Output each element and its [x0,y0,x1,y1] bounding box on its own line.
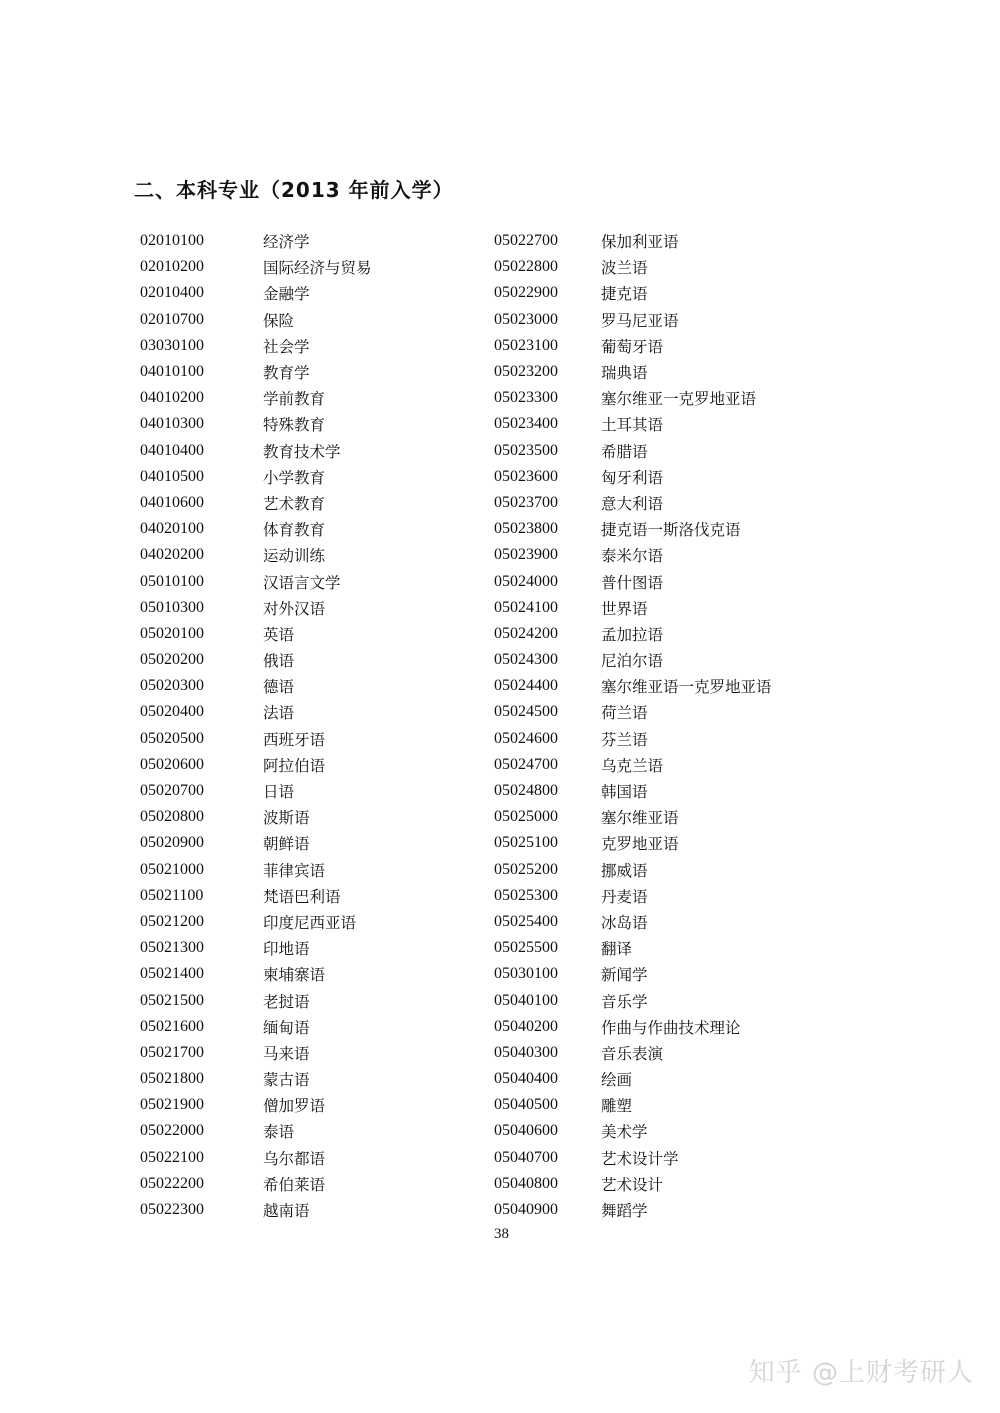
list-item [140,752,372,778]
major-code: 05040500 [494,1096,558,1114]
major-code: 05021100 [140,886,204,904]
major-code: 05020100 [140,624,204,642]
major-name: 马来语 [263,1044,310,1063]
major-name: 塞尔维亚语 [601,809,679,828]
section-heading: 二、本科专业（2013 年前入学） [134,178,454,202]
major-code: 05021900 [140,1096,204,1114]
major-name: 音乐表演 [601,1044,664,1063]
major-name: 阿拉伯语 [263,756,326,775]
major-name: 社会学 [263,337,310,356]
list-item [494,1197,772,1223]
major-code: 05023400 [494,415,558,433]
major-code: 05020900 [140,834,204,852]
major-code: 04010100 [140,363,204,381]
list-item [140,516,372,542]
list-item [140,830,372,856]
major-name: 越南语 [263,1202,310,1221]
list-item [140,228,372,254]
major-name: 特殊教育 [263,416,326,435]
list-item [494,1171,772,1197]
major-code: 04010400 [140,441,204,459]
list-item [494,699,772,725]
major-name: 希伯莱语 [263,1175,326,1194]
major-name: 泰米尔语 [601,547,664,566]
major-code: 04010200 [140,389,204,407]
major-code: 05040100 [494,991,558,1009]
list-item [494,1092,772,1118]
major-name: 雕塑 [601,1097,633,1116]
major-code: 05021300 [140,939,204,957]
major-name: 汉语言文学 [263,573,341,592]
major-name: 绘画 [601,1071,633,1090]
major-name: 乌克兰语 [601,756,664,775]
list-item [140,307,372,333]
major-name: 美术学 [601,1123,648,1142]
major-code: 02010100 [140,232,204,250]
list-item [140,1118,372,1144]
major-name: 希腊语 [601,442,648,461]
list-item [494,307,772,333]
major-code: 05025400 [494,912,558,930]
list-item [494,333,772,359]
list-item [140,987,372,1013]
major-code: 05023600 [494,467,558,485]
major-code: 05024300 [494,651,558,669]
major-code: 05020200 [140,651,204,669]
list-item [494,830,772,856]
major-list-left [140,228,372,1223]
major-name: 菲律宾语 [263,861,326,880]
major-code: 02010400 [140,284,204,302]
major-code: 05040300 [494,1043,558,1061]
major-code: 05010300 [140,598,204,616]
major-name: 金融学 [263,285,310,304]
major-name: 泰语 [263,1123,295,1142]
major-code: 04010500 [140,467,204,485]
list-item [140,411,372,437]
list-item [494,280,772,306]
major-code: 05020500 [140,729,204,747]
major-code: 04020100 [140,520,204,538]
major-name: 葡萄牙语 [601,337,664,356]
list-item [140,621,372,647]
list-item [494,1145,772,1171]
list-item [494,1014,772,1040]
major-name: 僧加罗语 [263,1097,326,1116]
major-code: 05024600 [494,729,558,747]
major-name: 罗马尼亚语 [601,311,679,330]
major-code: 05022900 [494,284,558,302]
major-code: 05040700 [494,1148,558,1166]
major-code: 05021400 [140,965,204,983]
list-item [494,359,772,385]
major-name: 波斯语 [263,809,310,828]
major-code: 05024000 [494,572,558,590]
major-name: 捷克语 [601,285,648,304]
list-item [494,1118,772,1144]
list-item [494,595,772,621]
major-name: 丹麦语 [601,887,648,906]
major-code: 05010100 [140,572,204,590]
major-name: 波兰语 [601,259,648,278]
list-item [494,804,772,830]
list-item [494,464,772,490]
major-name: 新闻学 [601,966,648,985]
major-code: 05040900 [494,1201,558,1219]
major-name: 俄语 [263,652,295,671]
major-code: 05020400 [140,703,204,721]
list-item [140,673,372,699]
major-name: 西班牙语 [263,730,326,749]
major-name: 体育教育 [263,521,326,540]
list-item [140,595,372,621]
list-item [140,1092,372,1118]
major-name: 印度尼西亚语 [263,913,357,932]
major-code: 05040600 [494,1122,558,1140]
major-name: 对外汉语 [263,599,326,618]
list-item [494,752,772,778]
major-name: 法语 [263,704,295,723]
major-name: 国际经济与贸易 [263,259,372,278]
list-item [140,490,372,516]
major-name: 蒙古语 [263,1071,310,1090]
major-code: 05023800 [494,520,558,538]
list-item [494,647,772,673]
list-item [140,568,372,594]
list-item [140,359,372,385]
major-code: 05022000 [140,1122,204,1140]
list-item [494,542,772,568]
major-name: 土耳其语 [601,416,664,435]
list-item [140,1066,372,1092]
major-name: 学前教育 [263,390,326,409]
list-item [140,909,372,935]
list-item [140,385,372,411]
major-code: 05022100 [140,1148,204,1166]
major-name: 艺术设计学 [601,1149,679,1168]
list-item [494,228,772,254]
list-item [140,1145,372,1171]
major-code: 05020800 [140,808,204,826]
major-code: 05021200 [140,912,204,930]
major-name: 经济学 [263,233,310,252]
major-code: 05024500 [494,703,558,721]
list-item [140,1040,372,1066]
list-item [140,1171,372,1197]
major-name: 冰岛语 [601,913,648,932]
list-item [494,726,772,752]
major-name: 英语 [263,625,295,644]
major-name: 捷克语一斯洛伐克语 [601,521,741,540]
major-name: 运动训练 [263,547,326,566]
major-code: 04020200 [140,546,204,564]
major-code: 05025200 [494,860,558,878]
list-item [140,333,372,359]
major-name: 朝鲜语 [263,835,310,854]
list-item [494,438,772,464]
major-code: 05023000 [494,310,558,328]
major-code: 05025500 [494,939,558,957]
list-item [140,542,372,568]
major-name: 音乐学 [601,992,648,1011]
major-name: 教育学 [263,364,310,383]
major-code: 05022700 [494,232,558,250]
major-name: 荷兰语 [601,704,648,723]
list-item [140,438,372,464]
list-item [494,385,772,411]
major-name: 教育技术学 [263,442,341,461]
list-item [140,778,372,804]
list-item [494,857,772,883]
major-code: 05022300 [140,1201,204,1219]
major-name: 乌尔都语 [263,1149,326,1168]
list-item [140,883,372,909]
major-list-right [494,228,772,1223]
list-item [494,909,772,935]
major-name: 匈牙利语 [601,468,664,487]
major-code: 05022800 [494,258,558,276]
major-name: 意大利语 [601,494,664,513]
major-code: 05024800 [494,782,558,800]
major-code: 05021000 [140,860,204,878]
list-item [140,1014,372,1040]
list-item [140,804,372,830]
major-code: 05020300 [140,677,204,695]
list-item [140,857,372,883]
major-name: 芬兰语 [601,730,648,749]
major-code: 03030100 [140,336,204,354]
major-code: 05024100 [494,598,558,616]
major-code: 05021800 [140,1070,204,1088]
major-name: 塞尔维亚一克罗地亚语 [601,390,757,409]
major-name: 印地语 [263,940,310,959]
list-item [494,254,772,280]
major-name: 韩国语 [601,783,648,802]
major-code: 05023100 [494,336,558,354]
list-item [494,411,772,437]
list-item [494,935,772,961]
major-name: 老挝语 [263,992,310,1011]
list-item [140,961,372,987]
list-item [140,699,372,725]
major-code: 05030100 [494,965,558,983]
major-code: 05021700 [140,1043,204,1061]
major-name: 翻译 [601,940,633,959]
watermark: 知乎 @上财考研人 [748,1358,974,1388]
major-name: 作曲与作曲技术理论 [601,1018,741,1037]
major-code: 05020600 [140,755,204,773]
major-code: 02010200 [140,258,204,276]
major-code: 05021600 [140,1017,204,1035]
major-name: 柬埔寨语 [263,966,326,985]
major-code: 05023300 [494,389,558,407]
list-item [494,490,772,516]
list-item [140,254,372,280]
list-item [494,568,772,594]
major-name: 克罗地亚语 [601,835,679,854]
major-code: 05040200 [494,1017,558,1035]
list-item [494,1066,772,1092]
list-item [494,778,772,804]
major-code: 02010700 [140,310,204,328]
major-name: 瑞典语 [601,364,648,383]
major-code: 05023900 [494,546,558,564]
list-item [494,883,772,909]
major-code: 05024400 [494,677,558,695]
major-code: 05023200 [494,363,558,381]
major-name: 舞蹈学 [601,1202,648,1221]
major-name: 梵语巴利语 [263,887,341,906]
major-name: 挪威语 [601,861,648,880]
list-item [494,987,772,1013]
major-name: 尼泊尔语 [601,652,664,671]
major-code: 05023500 [494,441,558,459]
major-name: 世界语 [601,599,648,618]
list-item [140,647,372,673]
list-item [140,935,372,961]
list-item [494,1040,772,1066]
major-name: 艺术设计 [601,1175,664,1194]
major-name: 缅甸语 [263,1018,310,1037]
major-name: 德语 [263,678,295,697]
major-name: 保险 [263,311,295,330]
major-code: 05040400 [494,1070,558,1088]
major-name: 孟加拉语 [601,625,664,644]
list-item [140,726,372,752]
major-code: 04010600 [140,493,204,511]
major-code: 05024700 [494,755,558,773]
major-name: 小学教育 [263,468,326,487]
page-number: 38 [494,1226,509,1242]
major-code: 05024200 [494,624,558,642]
list-item [140,464,372,490]
major-name: 日语 [263,783,295,802]
major-name: 保加利亚语 [601,233,679,252]
major-code: 05022200 [140,1174,204,1192]
major-code: 05040800 [494,1174,558,1192]
list-item [494,621,772,647]
major-code: 05021500 [140,991,204,1009]
major-name: 普什图语 [601,573,664,592]
major-code: 05025300 [494,886,558,904]
list-item [494,961,772,987]
major-code: 05025000 [494,808,558,826]
list-item [140,280,372,306]
major-code: 05020700 [140,782,204,800]
major-code: 05023700 [494,493,558,511]
list-item [140,1197,372,1223]
list-item [494,516,772,542]
list-item [494,673,772,699]
major-code: 05025100 [494,834,558,852]
major-code: 04010300 [140,415,204,433]
major-name: 艺术教育 [263,494,326,513]
major-name: 塞尔维亚语一克罗地亚语 [601,678,772,697]
